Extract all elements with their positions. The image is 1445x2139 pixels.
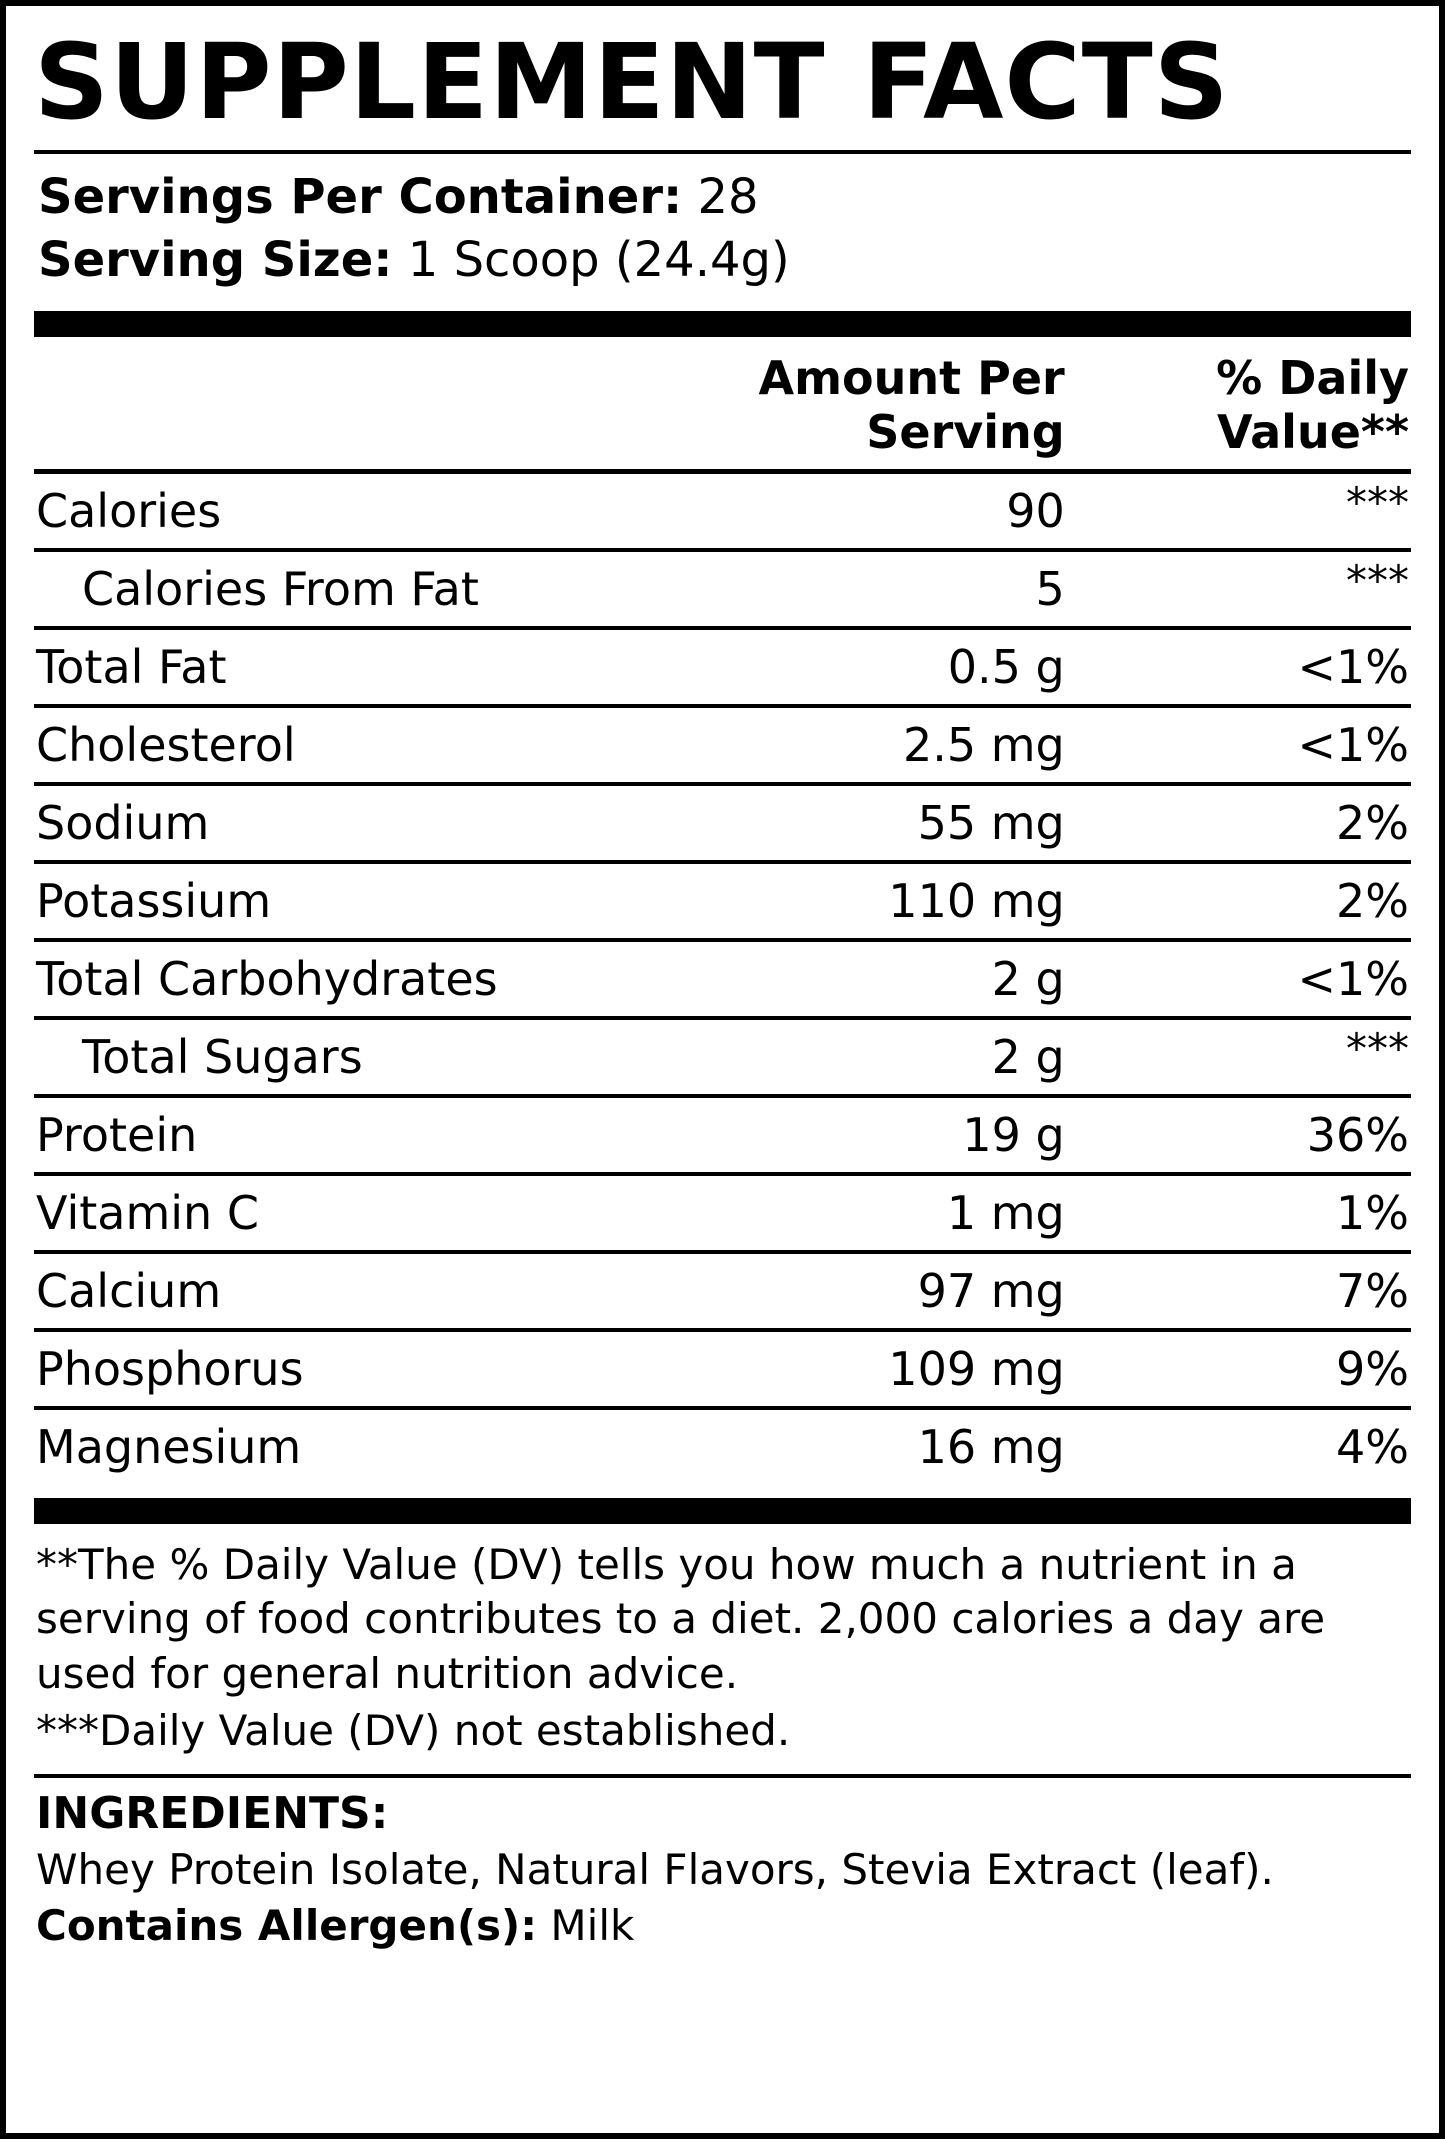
header-daily-value: % Daily Value** (1067, 337, 1411, 472)
nutrient-name: Vitamin C (34, 1174, 681, 1252)
nutrient-amount: 2.5 mg (681, 706, 1067, 784)
table-row (34, 784, 1411, 862)
table-row (34, 471, 1411, 550)
page-title: SUPPLEMENT FACTS (34, 21, 1230, 143)
daily-value-note: **The % Daily Value (DV) tells you how much a nutrient in a serving of food contributes to a diet. 2,000 calories a day are used for general nutrition advice. (36, 1539, 1326, 1698)
nutrient-name: Phosphorus (34, 1330, 681, 1408)
footnotes-block (34, 1524, 1411, 1758)
nutrient-dv: 4% (1336, 1419, 1409, 1474)
table-row (34, 1252, 1411, 1330)
table-row (34, 1018, 1411, 1096)
nutrient-name: Protein (34, 1096, 681, 1174)
header-blank-cell (34, 337, 681, 472)
nutrient-amount: 16 mg (917, 1419, 1065, 1474)
table-row (34, 1096, 1411, 1174)
allergens-line (34, 1897, 1411, 1950)
table-header-row (34, 337, 1411, 472)
nutrient-dv: *** (1067, 550, 1411, 628)
serving-size-value: 1 Scoop (24.4g) (407, 232, 790, 289)
nutrient-amount: 1 mg (681, 1174, 1067, 1252)
table-row (34, 940, 1411, 1018)
nutrient-amount: 19 g (681, 1096, 1067, 1174)
nutrient-name: Calories From Fat (34, 550, 681, 628)
nutrient-amount: 109 mg (681, 1330, 1067, 1408)
nutrient-name: Total Fat (34, 628, 681, 706)
nutrient-name: Sodium (34, 784, 681, 862)
header-amount-per-serving: Amount Per Serving (681, 337, 1067, 472)
nutrient-amount: 0.5 g (681, 628, 1067, 706)
nutrient-amount: 5 (681, 550, 1067, 628)
nutrient-amount: 2 g (681, 1018, 1067, 1096)
nutrient-name: Calcium (34, 1252, 681, 1330)
nutrient-name: Potassium (34, 862, 681, 940)
nutrient-name: Total Carbohydrates (34, 940, 681, 1018)
servings-per-container-value: 28 (697, 169, 759, 225)
nutrient-dv: 1% (1067, 1174, 1411, 1252)
nutrient-amount: 55 mg (681, 784, 1067, 862)
allergens-value: Milk (550, 1900, 635, 1950)
servings-per-container-label: Servings Per Container: (38, 169, 683, 225)
table-row (34, 862, 1411, 940)
nutrient-dv: 7% (1067, 1252, 1411, 1330)
table-row (34, 628, 1411, 706)
nutrient-name: Calories (34, 471, 681, 550)
dv-not-established-note: ***Daily Value (DV) not established. (36, 1705, 791, 1755)
nutrient-name: Cholesterol (34, 706, 681, 784)
nutrient-dv: <1% (1067, 706, 1411, 784)
nutrient-amount: 97 mg (681, 1252, 1067, 1330)
nutrient-amount: 2 g (681, 940, 1067, 1018)
ingredients-body: Whey Protein Isolate, Natural Flavors, Stevia Extract (leaf). (36, 1845, 1274, 1895)
nutrient-dv: 2% (1067, 784, 1411, 862)
nutrient-dv: *** (1067, 471, 1411, 550)
header-thick-bar (34, 311, 1411, 337)
table-row (34, 1330, 1411, 1408)
servings-per-container-line (38, 166, 1411, 229)
serving-size-line (38, 229, 1411, 292)
nutrient-amount: 110 mg (681, 862, 1067, 940)
nutrient-amount: 90 (681, 471, 1067, 550)
serving-size-label: Serving Size: (38, 232, 393, 289)
nutrient-name: Total Sugars (34, 1018, 681, 1096)
servings-block (34, 154, 1411, 297)
table-row (34, 550, 1411, 628)
table-row (34, 1408, 1411, 1484)
nutrient-dv: 36% (1067, 1096, 1411, 1174)
nutrient-dv: 9% (1067, 1330, 1411, 1408)
nutrient-dv: 2% (1067, 862, 1411, 940)
ingredients-title: INGREDIENTS: (36, 1788, 389, 1840)
nutrient-name: Magnesium (36, 1419, 302, 1474)
nutrient-dv: *** (1067, 1018, 1411, 1096)
allergens-label: Contains Allergen(s): (36, 1900, 538, 1950)
nutrient-dv: <1% (1067, 628, 1411, 706)
nutrient-dv: <1% (1067, 940, 1411, 1018)
footer-thick-bar (34, 1498, 1411, 1524)
table-row (34, 706, 1411, 784)
table-row (34, 1174, 1411, 1252)
nutrition-table (34, 337, 1411, 1484)
